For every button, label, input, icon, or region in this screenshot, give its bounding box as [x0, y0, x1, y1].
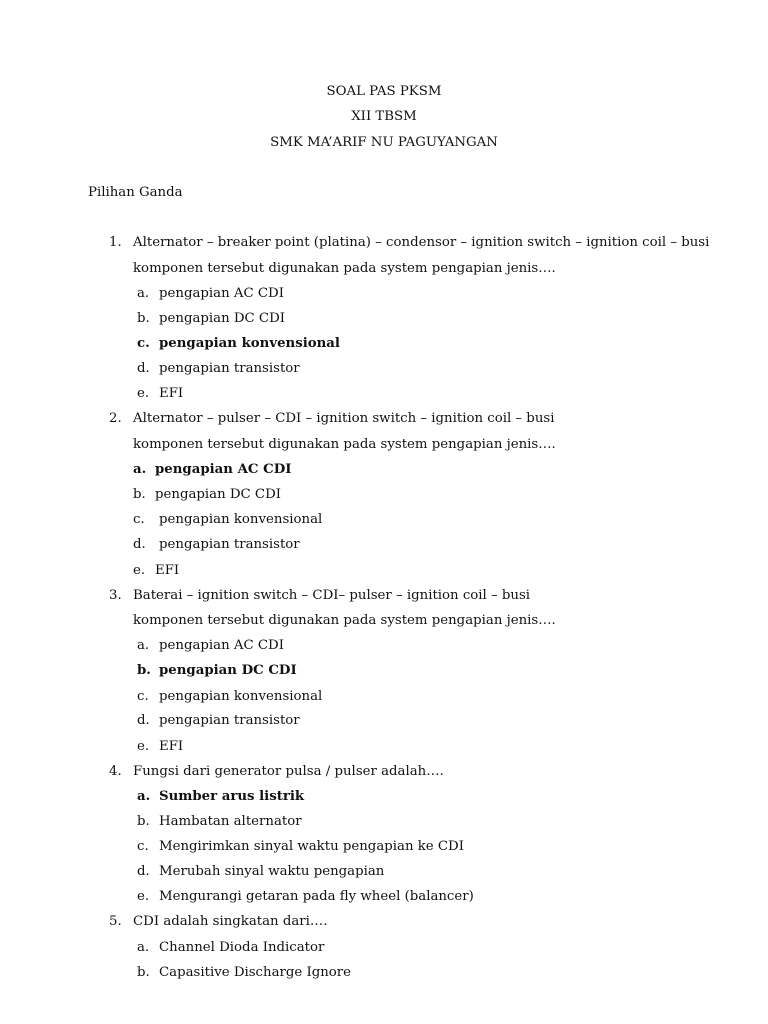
option-letter: b. — [137, 814, 150, 829]
option-letter: a. — [137, 638, 150, 653]
option-letter: c. — [133, 512, 145, 527]
option-text: pengapian DC CDI — [159, 311, 286, 326]
option-text-answer: pengapian DC CDI — [159, 663, 297, 678]
question-number: 4. — [109, 764, 122, 779]
question-text: Baterai – ignition switch – CDI– pulser – ignition coil – busi — [133, 588, 531, 603]
question-number: 3. — [109, 588, 122, 603]
question-text-cont: komponen tersebut digunakan pada system pengapian jenis…. — [133, 437, 556, 452]
question-text-cont: komponen tersebut digunakan pada system pengapian jenis…. — [133, 261, 556, 276]
option-letter: c. — [137, 689, 149, 704]
option-text: Mengirimkan sinyal waktu pengapian ke CDI — [159, 839, 464, 854]
question-text: CDI adalah singkatan dari…. — [133, 914, 328, 929]
option-letter-answer: a. — [137, 789, 151, 804]
option-letter: d. — [133, 537, 146, 552]
option-text: EFI — [159, 386, 184, 401]
option-letter: a. — [137, 286, 150, 301]
option-text: pengapian AC CDI — [159, 638, 284, 653]
option-letter: b. — [137, 965, 150, 980]
question-text: Alternator – pulser – CDI – ignition switch – ignition coil – busi — [133, 411, 555, 426]
question-text: Alternator – breaker point (platina) – condensor – ignition switch – ignition coil – busi — [133, 235, 710, 250]
option-text: Hambatan alternator — [159, 814, 302, 829]
option-letter: e. — [137, 889, 150, 904]
option-letter: e. — [137, 386, 150, 401]
option-letter: c. — [137, 839, 149, 854]
option-letter: e. — [133, 563, 146, 578]
option-letter: d. — [137, 713, 150, 728]
option-letter: b. — [137, 311, 150, 326]
option-text: pengapian transistor — [159, 537, 300, 552]
doc-title: SOAL PAS PKSM — [326, 84, 442, 99]
question-number: 1. — [109, 235, 122, 250]
option-text-answer: pengapian konvensional — [159, 336, 340, 351]
question-number: 5. — [109, 914, 122, 929]
option-text: Capasitive Discharge Ignore — [159, 965, 352, 980]
option-text-answer: pengapian AC CDI — [155, 462, 292, 477]
option-letter-answer: c. — [137, 336, 150, 351]
option-text: EFI — [155, 563, 180, 578]
option-letter: d. — [137, 361, 150, 376]
option-text: pengapian DC CDI — [155, 487, 282, 502]
question-text-cont: komponen tersebut digunakan pada system pengapian jenis…. — [133, 613, 556, 628]
option-letter-answer: b. — [137, 663, 151, 678]
doc-class: XII TBSM — [351, 109, 417, 124]
option-letter: b. — [133, 487, 146, 502]
option-text: EFI — [159, 739, 184, 754]
option-text: pengapian AC CDI — [159, 286, 284, 301]
option-letter: a. — [137, 940, 150, 955]
option-text: pengapian konvensional — [159, 512, 323, 527]
option-text: pengapian transistor — [159, 361, 300, 376]
question-text: Fungsi dari generator pulsa / pulser adalah…. — [133, 764, 444, 779]
option-text: Channel Dioda Indicator — [159, 940, 325, 955]
option-text: pengapian konvensional — [159, 689, 323, 704]
question-number: 2. — [109, 411, 122, 426]
option-letter: e. — [137, 739, 150, 754]
option-text-answer: Sumber arus listrik — [159, 789, 305, 804]
doc-school: SMK MA’ARIF NU PAGUYANGAN — [270, 135, 498, 150]
option-text: Merubah sinyal waktu pengapian — [159, 864, 385, 879]
section-title: Pilihan Ganda — [88, 185, 183, 200]
option-text: pengapian transistor — [159, 713, 300, 728]
option-text: Mengurangi getaran pada fly wheel (balancer) — [159, 889, 474, 904]
option-letter: d. — [137, 864, 150, 879]
option-letter-answer: a. — [133, 462, 147, 477]
